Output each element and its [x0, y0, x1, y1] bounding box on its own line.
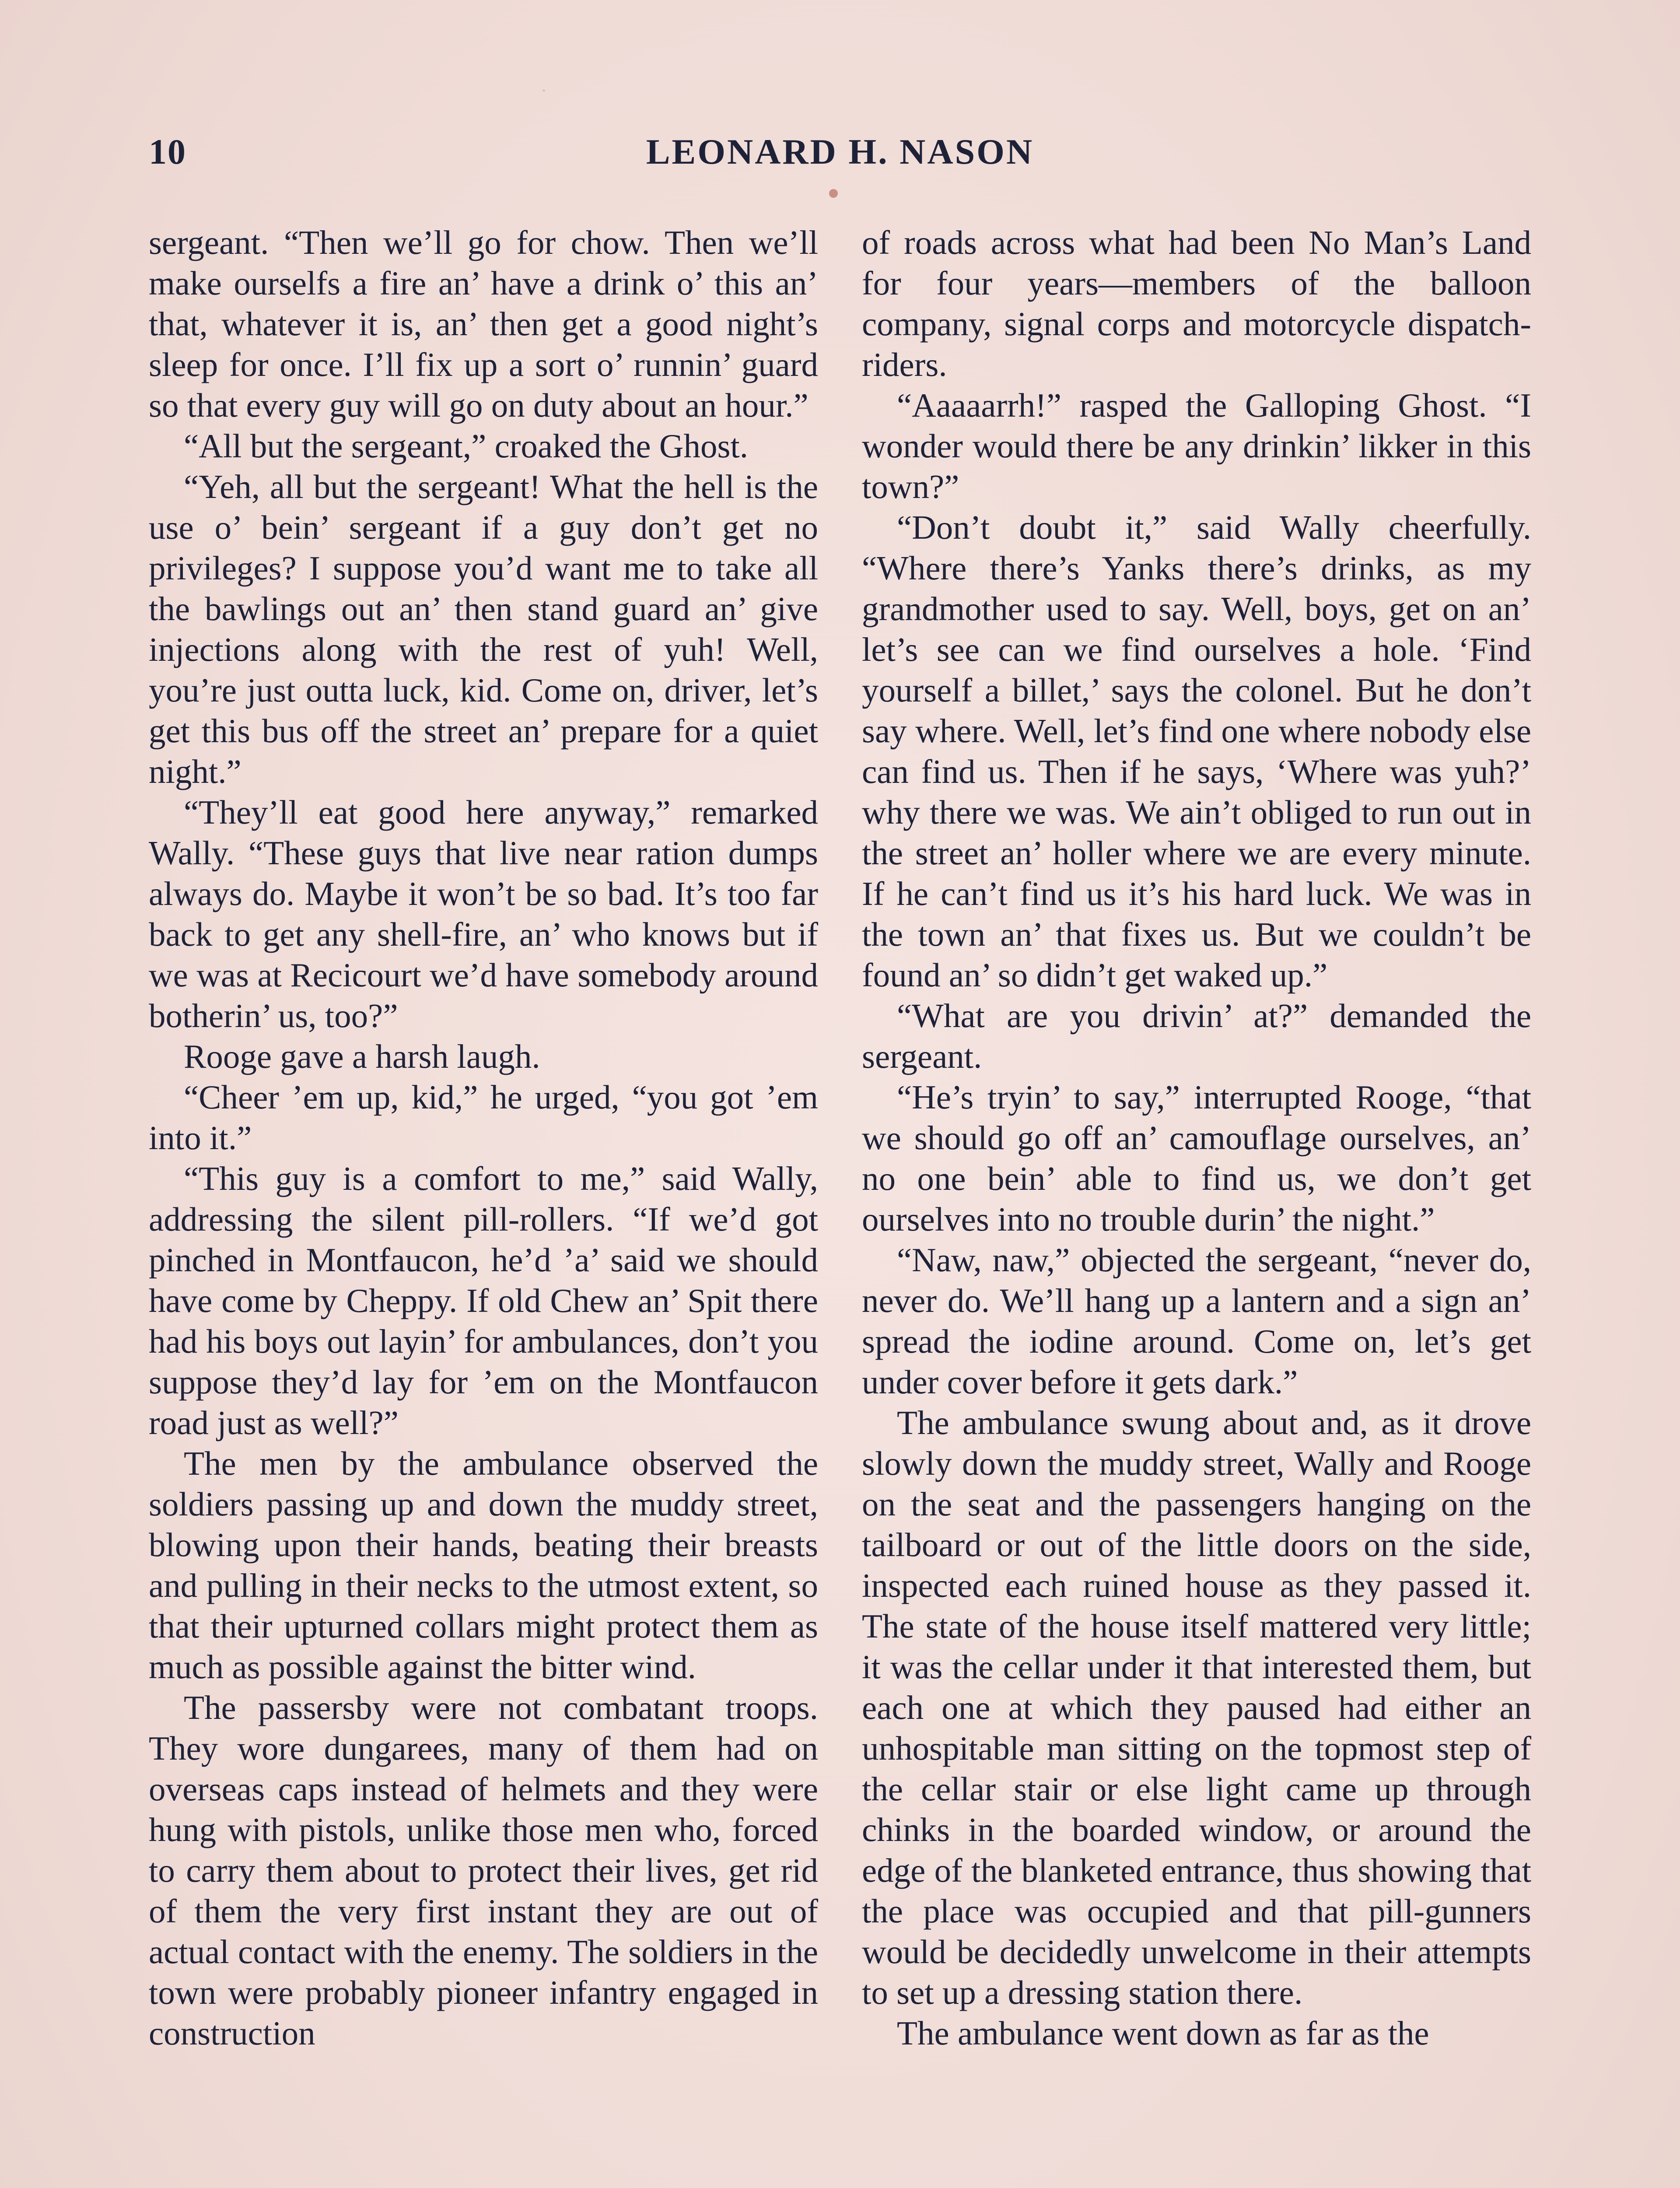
paragraph: of roads across what had been No Man’s Land for four years—members of the balloon company, signal corps and motorcycle dispatch-riders. — [862, 224, 1531, 383]
paragraph: “He’s tryin’ to say,” interrupted Rooge, “that we should go off an’ camouflage ourselves, an’ no one bein’ able to find us, we don’t get ourselves into no trouble durin’ the night.” — [862, 1078, 1531, 1238]
running-head: LEONARD H. NASON — [646, 132, 1034, 172]
paper-speck — [542, 90, 545, 91]
paragraph: The passersby were not combatant troops. They wore dungarees, many of them had on overseas caps instead of helmets and they were hung with pistols, unlike those men who, forced to carry them about to protect their lives, get rid of them the very first instant they are out of actual contact with the enemy. The soldiers in the town were probably pioneer infantry engaged in construction — [149, 1689, 818, 2052]
paragraph: “Yeh, all but the sergeant! What the hell is the use o’ bein’ sergeant if a guy don’t get no privileges? I suppose you’d want me to take all the bawlings out an’ then stand guard an’ give injections along with the rest of yuh! Well, you’re just outta luck, kid. Come on, driver, let’s get this bus off the street an’ prepare for a quiet night.” — [149, 468, 818, 790]
right-column — [862, 222, 1531, 2054]
paragraph: “Cheer ’em up, kid,” he urged, “you got ’em into it.” — [149, 1078, 818, 1157]
paragraph: “Naw, naw,” objected the sergeant, “never do, never do. We’ll hang up a lantern and a sign an’ spread the iodine around. Come on, let’s get under cover before it gets dark.” — [862, 1241, 1531, 1401]
paragraph: “This guy is a comfort to me,” said Wally, addressing the silent pill-rollers. “If we’d got pinched in Montfaucon, he’d ’a’ said we should have come by Cheppy. If old Chew an’ Spit there had his boys out layin’ for ambulances, don’t you suppose they’d lay for ’em on the Montfaucon road just as well?” — [149, 1160, 818, 1441]
paragraph: “What are you drivin’ at?” demanded the sergeant. — [862, 997, 1531, 1075]
left-column — [149, 222, 818, 2054]
paper-speck — [829, 189, 838, 198]
paragraph: “Don’t doubt it,” said Wally cheerfully. “Where there’s Yanks there’s drinks, as my grandmother used to say. Well, boys, get on an’ let’s see can we find ourselves a hole. ‘Find yourself a billet,’ says the colonel. But he don’t say where. Well, let’s find one where nobody else can find us. Then if he says, ‘Where was yuh?’ why there we was. We ain’t obliged to run out in the street an’ holler where we are every minute. If he can’t find us it’s his hard luck. We was in the town an’ that fixes us. But we couldn’t be found an’ so didn’t get waked up.” — [862, 508, 1531, 994]
paragraph: The ambulance swung about and, as it drove slowly down the muddy street, Wally and Rooge on the seat and the passengers hanging on the tailboard or out of the little doors on the side, inspected each ruined house as they passed it. The state of the house itself mattered very little; it was the cellar under it that interested them, but each one at which they paused had either an unhospitable man sitting on the topmost step of the cellar stair or else light came up through chinks in the boarded window, or around the edge of the blanketed entrance, thus showing that the place was occupied and that pill-gunners would be decidedly unwelcome in their attempts to set up a dressing station there. — [862, 1404, 1531, 2011]
page-header — [149, 131, 1531, 179]
paragraph: “They’ll eat good here anyway,” remarked Wally. “These guys that live near ration dumps always do. Maybe it won’t be so bad. It’s too far back to get any shell-fire, an’ who knows but if we was at Recicourt we’d have somebody around botherin’ us, too?” — [149, 793, 818, 1034]
page-number: 10 — [149, 132, 186, 172]
paragraph: Rooge gave a harsh laugh. — [184, 1038, 540, 1075]
paragraph: The ambulance went down as far as the — [897, 2014, 1429, 2052]
paragraph: “Aaaaarrh!” rasped the Galloping Ghost. “I wonder would there be any drinkin’ likker in this town?” — [862, 386, 1531, 505]
paragraph: “All but the sergeant,” croaked the Ghost. — [184, 427, 749, 465]
paragraph: The men by the ambulance observed the soldiers passing up and down the muddy street, blowing upon their hands, beating their breasts and pulling in their necks to the utmost extent, so that their upturned collars might protect them as much as possible against the bitter wind. — [149, 1445, 818, 1686]
paragraph: sergeant. “Then we’ll go for chow. Then we’ll make ourselfs a fire an’ have a drink o’ this an’ that, whatever it is, an’ then get a good night’s sleep for once. I’ll fix up a sort o’ runnin’ guard so that every guy will go on duty about an hour.” — [149, 224, 818, 424]
